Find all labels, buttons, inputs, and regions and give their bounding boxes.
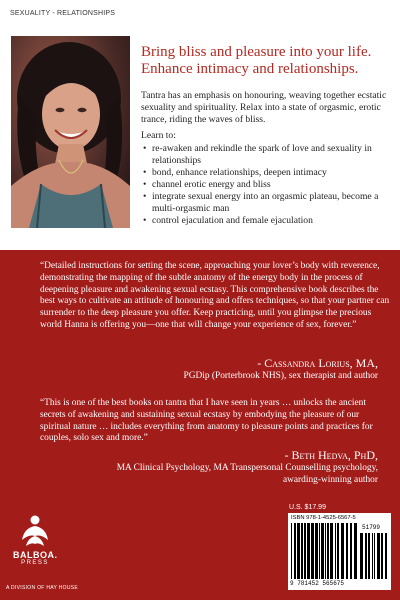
testimonial-quote-1: “Detailed instructions for setting the scene, approaching your lover’s body with reverence, demonstrating the mapping of the subtle anatomy of the energy body in the process of deepening pleasure and awakening sexual ecstasy. This comprehensive book describes the best ways to cultivate an attitude of honouring and offers techniques, so that your partner can surrender to the deep pleasure you offer. Keep practicing, until you glimpse the precious world Hanna is offering you—one that will change your experience of sex, forever.” [40,261,390,330]
author-photo [11,36,130,228]
publisher-name: BALBOA. [13,550,58,560]
intro-paragraph: Tantra has an emphasis on honouring, weaving together ecstatic sexuality and spirituality. Relax into a state of orgasmic, erotic trance, riding the waves of bliss. [141,90,387,125]
benefits-list [141,143,391,227]
price-label: U.S. $17.99 [289,504,326,511]
list-item: • control ejaculation and female ejaculation [141,215,391,227]
tagline-line-2: Enhance intimacy and relationships. [141,61,359,77]
publisher-logo [13,514,57,566]
testimonial-author-1: - Cassandra Lorius, MA, [257,356,378,370]
addon-barcode-bars [360,533,389,589]
publisher-division: A DIVISION OF HAY HOUSE [6,585,79,591]
addon-number: 51799 [362,524,381,531]
barcode [288,513,391,590]
isbn-label: ISBN 978-1-4525-6567-5 [291,515,356,521]
testimonial-quote-2: “This is one of the best books on tantra that I have seen in years … unlocks the ancient secrets of awakening and sustaining sexual ecstasy by embodying the pleasure of our spiritual nature … includes everything from anatomy to pleasure points and practices for couples, solo sex and more.” [40,398,373,444]
category-label: SEXUALITY - RELATIONSHIPS [10,10,116,17]
barcode-number: 9 781452 565675 [290,580,345,587]
testimonial-author-2: - Beth Hedva, PhD, [284,448,378,462]
publisher-sub: PRESS [21,560,49,566]
tagline-line-1: Bring bliss and pleasure into your life. [141,44,372,60]
learn-heading: Learn to: [141,130,176,141]
tagline [141,44,393,78]
list-item: • bond, enhance relationships, deepen intimacy [141,167,391,179]
testimonial-credentials-2: MA Clinical Psychology, MA Transpersonal Counselling psychology, awarding-winning author [116,463,378,485]
testimonial-credentials-1: PGDip (Porterbrook NHS), sex therapist and author [183,371,378,381]
list-item: • re-awaken and rekindle the spark of love and sexuality in relationships [141,143,391,167]
barcode-bars [291,523,357,579]
list-item: • channel erotic energy and bliss [141,179,391,191]
lotus-figure-icon [20,514,50,548]
list-item: • integrate sexual energy into an orgasmic plateau, become a multi-orgasmic man [141,191,391,215]
